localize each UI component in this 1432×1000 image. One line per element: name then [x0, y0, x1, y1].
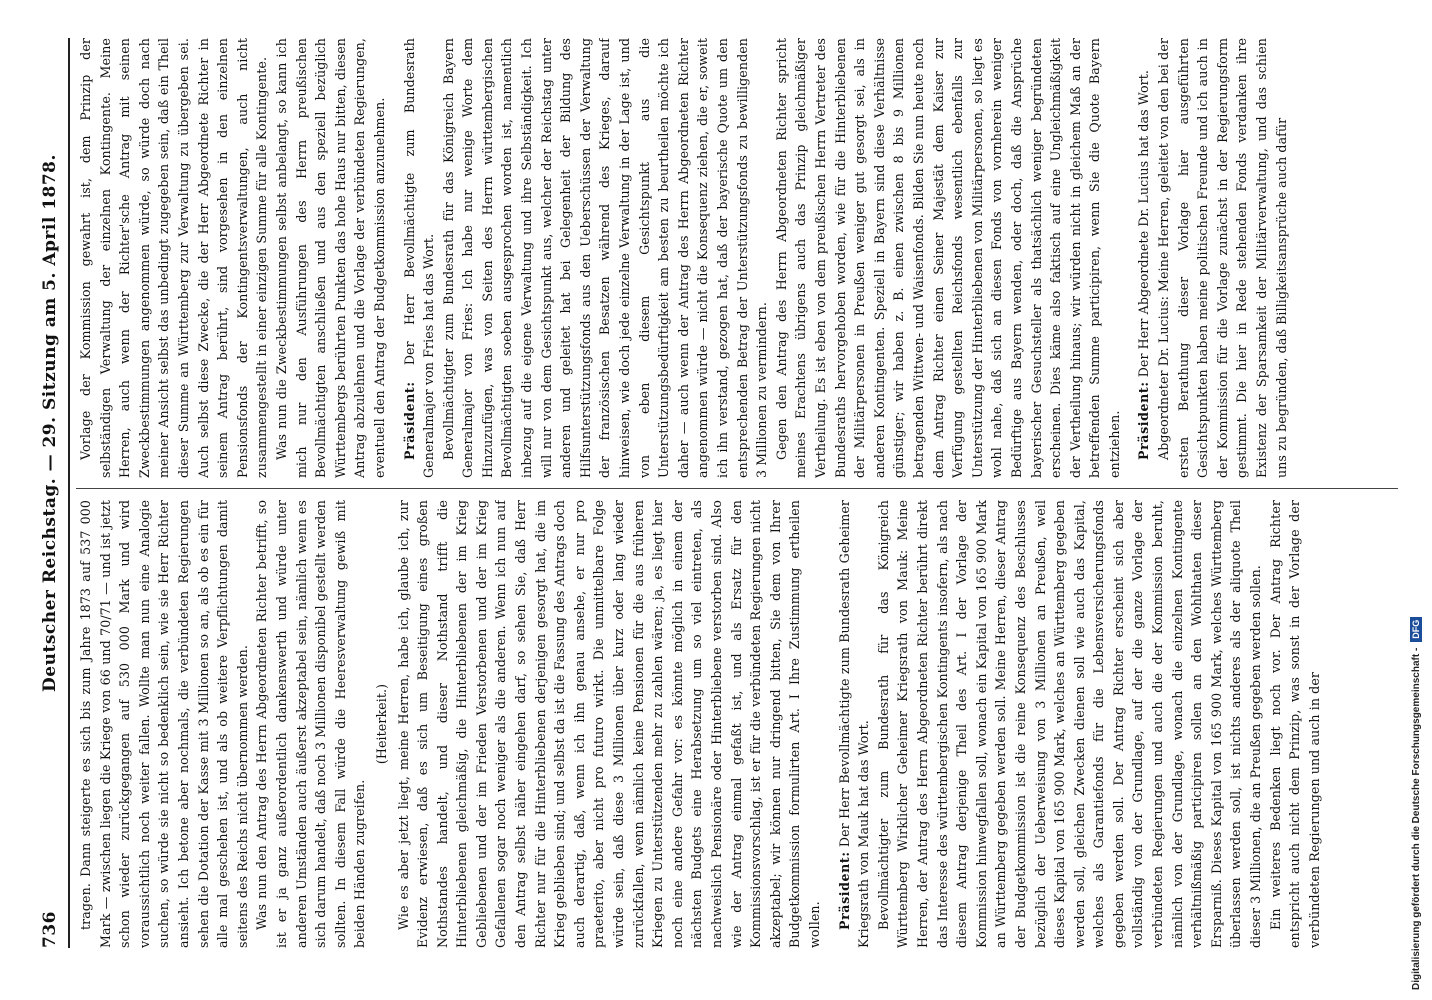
- body-paragraph: Gegen den Antrag des Herrn Abgeordneten Richter spricht meines Erachtens übrigens auch das Prinzip gleichmäßiger Vertheilung. Es ist eben von dem preußischen Herrn Vertreter des Bundesraths hervorgehoben worden, wie für die Hinterbliebenen der Militärpersonen in Preußen weniger gut gesorgt sei, als in anderen Kontingenten. Speziell in Bayern sind diese Verhältnisse günstiger; wir haben z. B. einen zwischen 8 bis 9 Millionen betragenden Wittwen- und Waisenfonds. Bilden Sie nun heute noch dem Antrag Richter einen Seiner Majestät dem Kaiser zur Verfügung gestellten Reichsfonds wesentlich ebenfalls zur Unterstützung der Hinterbliebenen von Militärpersonen, so liegt es wohl nahe, daß sich an diesen Fonds von vornherein weniger Bedürftige aus Bayern wenden, oder doch, daß die Ansprüche bayerischer Gesuchsteller als thatsächlich weniger begründeten erscheinen. Dies käme also faktisch auf eine Ungleichmäßigkeit der Vertheilung hinaus; wir würden nicht in gleichem Maß an der betreffenden Summe participiren, wenn Sie die Quote Bayern entziehen.: [773, 38, 1122, 478]
- speaker-paragraph: [835, 500, 874, 948]
- column-divider: [76, 488, 1398, 489]
- body-paragraph: Ein weiteres Bedenken liegt noch vor. Der Antrag Richter entspricht auch nicht dem Prinzip, was sonst in der Vorlage der verbündeten Regierungen und auch in der: [1267, 500, 1322, 948]
- body-paragraph: Bevollmächtigter zum Bundesrath für das Königreich Bayern Generalmajor von Fries: Ich habe nur wenige Worte dem Hinzuzufügen, was von Seiten des Herrn württembergischen Bevollmächtigten soeben ausgesprochen worden ist, namentlich inbezug auf die eigene Verwaltung und ihre Selbständigkeit. Ich will nur von dem Gesichtspunkt aus, welcher der Reichstag unter anderen und geleitet hat bei Gelegenheit der Bildung des Hilfsunterstützungsfonds aus den Ueberschüssen der Verwaltung der französischen Besatzen während des Krieges, darauf hinweisen, wie doch jede einzelne Verwaltung in der Lage ist, und von eben diesem Gesichtspunkt aus die Unterstützungsbedürftigkeit am besten zu beurtheilen möchte ich daher — auch wenn der Antrag des Herrn Abgeordneten Richter angenommen würde — nicht die Konsequenz ziehen, die er, soweit ich ihn verstand, gezogen hat, daß der bayerische Quote um den entsprechenden Betrag der Unterstützungsfonds zu bewilligenden 3 Millionen zu vermindern.: [440, 38, 770, 478]
- stage-direction: (Heiterkeit.): [373, 683, 389, 765]
- left-column: [76, 500, 1400, 948]
- speaker-text: Der Herr Bevollmächtigte zum Bundesrath Generalmajor von Fries hat das Wort.: [401, 38, 437, 478]
- speaker-text: Der Herr Abgeordnete Dr. Lucius hat das Wort.: [1136, 69, 1152, 378]
- speaker-label: Präsident:: [1136, 381, 1152, 460]
- speaker-label: Präsident:: [401, 381, 417, 460]
- body-paragraph: Vorlage der Kommission gewahrt ist, dem Prinzip der selbständigen Verwaltung der einzelnen Kontingente. Meine Herren, auch wenn der Richter'sche Antrag mit seinen Zweckbestimmungen angenommen würde, so würde doch nach meiner Ansicht selbst das unbedingt zugegeben sein, daß ein Theil dieser Summe an Württemberg zur Verwaltung zu übergeben sei. Auch selbst diese Zwecke, die der Herr Abgeordnete Richter in seinem Antrag berührt, sind vorgesehen in den einzelnen Pensionsfonds der Kontingentsverwaltungen, auch nicht zusammengestellt in einer einzigen Summe für alle Kontingente.: [78, 38, 270, 478]
- speaker-paragraph: [400, 38, 439, 478]
- running-head: Deutscher Reichstag. — 29. Sitzung am 5. April 1878.: [40, 154, 60, 692]
- body-paragraph: Was nun den Antrag des Herrn Abgeordneten Richter betrifft, so ist er ja ganz außerordentlich dankenswerth und würde unter anderen Umständen auch äußerst akzeptabel sein, nämlich wenn es sich darum handelt, daß noch 3 Millionen disponibel gestellt werden sollten. In diesem Fall würde die Heeresverwaltung gewiß mit beiden Händen zugreifen.: [254, 500, 368, 948]
- body-paragraph: Abgeordneter Dr. Lucius: Meine Herren, geleitet von den bei der ersten Berathung dieser Vorlage hier ausgeführten Gesichtspunkten haben meine politischen Freunde und ich auch in der Kommission für die Vorlage zunächst in der Regierungsform gestimmt. Die hier in Rede stehenden Fonds verdanken ihre Existenz der Sparsamkeit der Militärverwaltung, und das schien uns zu begründen, daß Billigkeitsansprüche auch dafür: [1156, 38, 1289, 478]
- credit-text: Digitalisierung gefördert durch die Deutsche Forschungsgemeinschaft -: [1410, 647, 1422, 990]
- document-page: [28, 18, 1408, 978]
- digitization-credit: [1410, 10, 1422, 990]
- page-header: [34, 38, 70, 948]
- page-number: 736: [40, 911, 60, 948]
- body-paragraph: Wie es aber jetzt liegt, meine Herren, habe ich, glaube ich, zur Evidenz erwiesen, daß es sich um Beseitigung eines großen Nothstandes handelt, und dieser Nothstand trifft die Hinterbliebenen gleichmäßig, die Hinterbliebenen der im Krieg Gebliebenen und der im Frieden Verstorbenen und der im Krieg Gefallenen sogar noch weniger als die anderen. Wenn ich nun auf den Antrag selbst näher eingehen darf, so sehen Sie, daß Herr Richter nur für die Hinterbliebenen derjenigen gesorgt hat, die im Krieg geblieben sind; und selbst da ist die Fassung des Antrags doch auch derartig, daß, wenn ich ihn genau ansehe, er nur pro praeterito, aber nicht pro futuro wirkt. Die unmittelbare Folge würde sein, daß diese 3 Millionen über kurz oder lang wieder zurückfallen, wenn nämlich keine Pensionen für die aus früheren Kriegen zu Unterstützenden mehr zu zahlen wären; ja, es liegt hier noch eine andere Gefahr vor: es könnte möglich in einem der nächsten Budgets eine Herabsetzung um so viel eintreten, als nachweislich Pensionäre oder Hinterbliebene verstorben sind. Also wie der Antrag einmal gefaßt ist, und als Ersatz für den Kommissionsvorschlag, ist er für die verbündeten Regierungen nicht akzeptabel; wir können nur dringend bitten, Sie dem von Ihrer Budgetkommission formulirten Art. I Ihre Zustimmung ertheilen wollen.: [395, 500, 822, 948]
- speaker-paragraph: [1134, 38, 1154, 478]
- body-paragraph: Bevollmächtigter zum Bundesrath für das Königreich Württemberg Wirklicher Geheimer Kriegsrath von Mauk: Meine Herren, der Antrag des Herrn Abgeordneten Richter berührt direkt das Interesse des württembergischen Kontingents insofern, als nach diesem Antrag derjenige Theil des Art. I der Vorlage der Kommission hinwegfallen soll, wonach ein Kapital von 165 900 Mark an Württemberg gegeben werden soll. Meine Herren, dieser Antrag der Budgetkommission ist die reine Konsequenz des Beschlusses bezüglich der Ueberweisung von 3 Millionen an Preußen, weil dieses Kapital von 165 900 Mark, welches an Württemberg gegeben werden soll, gleichen Zwecken dienen soll wie auch das Kapital, welches als Garantiefonds für die Lebensversicherungsfonds gegeben werden soll. Der Antrag Richter erscheint sich aber vollständig von der Grundlage, auf der die ganze Vorlage der verbündeten Regierungen und auch die der Kommission beruht, nämlich von der Grundlage, wonach die einzelnen Kontingente verhältnißmäßig participiren sollen an den Wohlthaten dieser Ersparniß. Dieses Kapital von 165 900 Mark, welches Württemberg überlassen werden soll, ist nichts anderes als der aliquote Theil dieser 3 Millionen, die an Preußen gegeben werden sollen.: [875, 500, 1264, 948]
- digitization-sidebar: [1408, 0, 1432, 1000]
- speaker-text: Der Herr Bevollmächtigte zum Bundesrath Geheimer Kriegsrath von Mauk hat das Wort.: [836, 500, 872, 948]
- body-paragraph: tragen. Dann steigerte es sich bis zum Jahre 1873 auf 537 000 Mark — zwischen liegen die Kriege von 66 und 70/71 — und ist jetzt schon wieder zurückgegangen auf 530 000 Mark und wird voraussichtlich noch weiter fallen. Wollte man nun eine Analogie suchen, so würde sie nicht so bedenklich sein, wie sie Herr Richter ansieht. Ich betone aber nochmals, die verbündeten Regierungen sehen die Dotation der Kasse mit 3 Millionen so an, als ob es ein für alle mal geschehen ist, und als ob weitere Verpflichtungen damit seitens des Reichs nicht übernommen werden.: [78, 500, 250, 948]
- body-paragraph: Was nun die Zweckbestimmungen selbst anbelangt, so kann ich mich nur den Ausführungen des Herrn preußischen Bevollmächtigten anschließen und aus den speziell bezüglich Württembergs berührten Punkten das hohe Haus nur bitten, diesen Antrag abzulehnen und die Vorlage der verbündeten Regierungen, eventuell den Antrag der Budgetkommission anzunehmen.: [273, 38, 387, 478]
- speaker-label: Präsident:: [836, 851, 852, 930]
- dfg-logo: DFG: [1410, 617, 1422, 642]
- right-column: [76, 38, 1400, 478]
